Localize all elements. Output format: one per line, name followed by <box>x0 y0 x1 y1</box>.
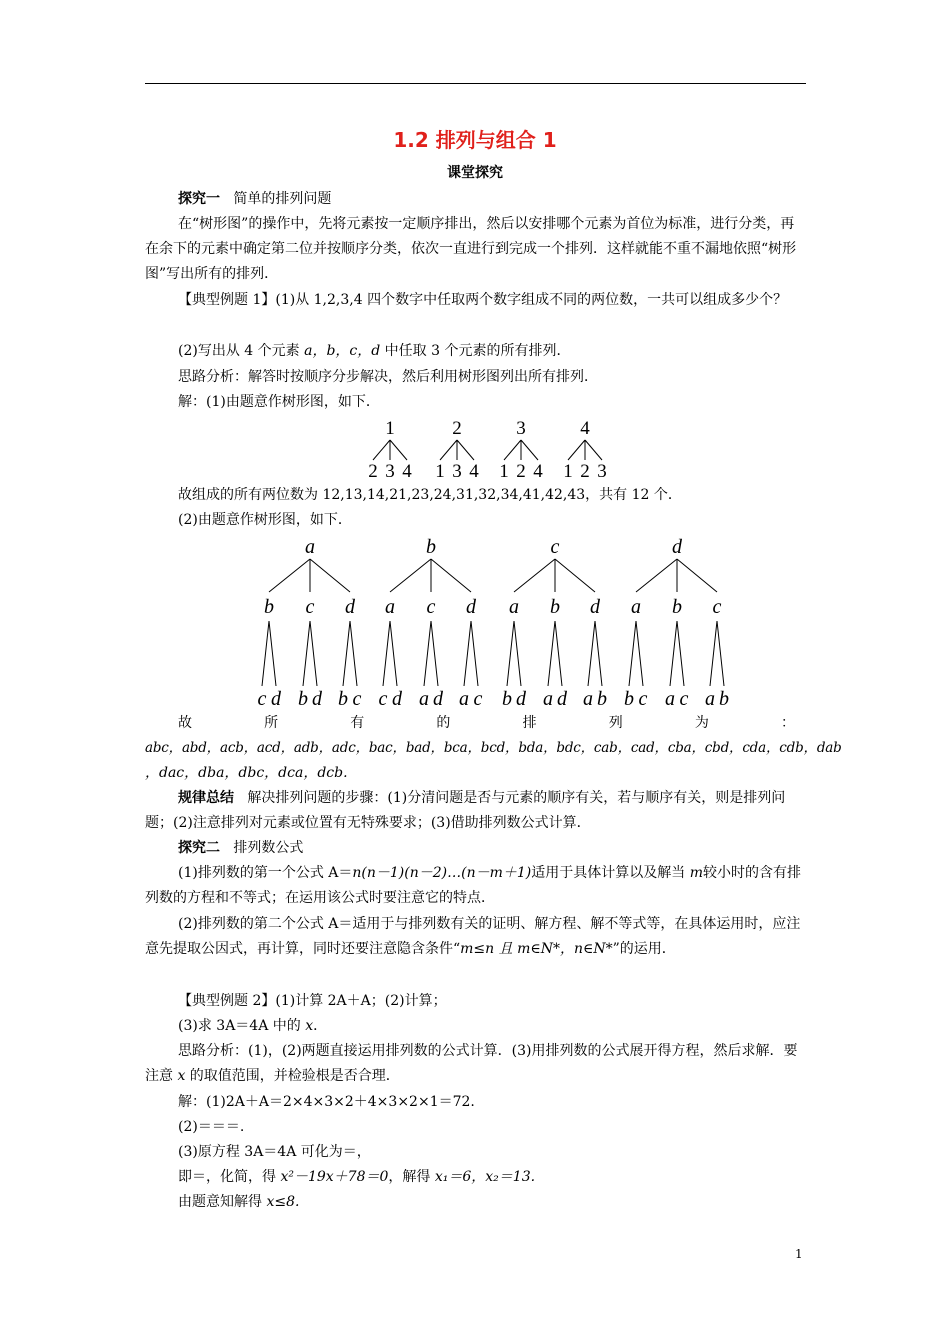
tree2-leaf-branch <box>431 621 438 686</box>
tree1-root-node: 1 <box>385 418 395 439</box>
result2-char: 的 <box>436 715 451 731</box>
tree2-leaf-branch <box>303 621 310 686</box>
tree1-leaf-node: 3 <box>385 461 395 482</box>
example1-q2-elements: a，b，c，d <box>304 343 381 359</box>
tree1-leaf-node: 4 <box>469 461 479 482</box>
tree1-leaf-node: 2 <box>516 461 526 482</box>
tree1-branch <box>373 440 390 460</box>
section1-topic: 简单的排列问题 <box>233 191 332 207</box>
tree2-leaf-node: b <box>719 688 729 710</box>
example2-analysis <box>145 1039 808 1089</box>
tree-diagram-letters <box>0 530 950 710</box>
tree2-leaf-node: b <box>502 688 512 710</box>
tree2-mid-node: d <box>590 596 600 618</box>
tree2-leaf-node: b <box>624 688 634 710</box>
example2-question3 <box>145 1014 808 1039</box>
tree2-leaf-branch <box>390 621 397 686</box>
page-number: 1 <box>795 1247 803 1261</box>
result2-char: 排 <box>522 715 537 731</box>
result2-char: 为 <box>694 715 709 731</box>
example2-analysis-post: 的取值范围，并检验根是否合理． <box>185 1068 400 1084</box>
tree1-leaf-node: 1 <box>563 461 573 482</box>
tree2-leaf-node: d <box>557 688 567 710</box>
tree2-leaf-node: d <box>433 688 443 710</box>
tree2-leaf-branch <box>262 621 269 686</box>
tree2-branch <box>431 559 471 592</box>
section2-label: 探究二 <box>178 840 220 856</box>
example1-question2 <box>145 339 808 364</box>
page-subtitle: 课堂探究 <box>447 165 503 181</box>
tree2-leaf-node: d <box>271 688 281 710</box>
tree2-leaf-node: b <box>298 688 308 710</box>
rule-summary-text: 解决排列问题的步骤：(1)分清问题是否与元素的顺序有关，若与顺序有关，则是排列问题；(2)注意排列对元素或位置有无特殊要求；(3)借助排列数公式计算． <box>145 790 786 831</box>
formula2-pre: (2)排列数的第二个公式 A＝适用于与排列数有关的证明、解方程、解不等式等，在具体运用时，应注意先提取公因式，再计算，同时还要注意隐含条件“ <box>145 916 801 957</box>
header-rule <box>145 83 806 84</box>
tree2-leaf-node: a <box>665 688 675 710</box>
tree1-branch <box>585 440 602 460</box>
tree-diagram-digits <box>0 415 950 485</box>
tree2-leaf-branch <box>555 621 562 686</box>
tree2-leaf-node: d <box>312 688 322 710</box>
result2-char: 故 <box>178 715 192 731</box>
tree1-branch <box>390 440 407 460</box>
sol5-inequality: x≤8. <box>266 1194 300 1210</box>
tree2-mid-node: b <box>672 596 682 618</box>
tree2-leaf-branch <box>710 621 717 686</box>
tree1-branch <box>568 440 585 460</box>
tree2-leaf-node: a <box>583 688 593 710</box>
sol5-pre: 由题意知解得 <box>178 1194 267 1210</box>
tree2-branch <box>636 559 677 592</box>
tree1-root-node: 4 <box>580 418 590 439</box>
example2-solution5 <box>145 1190 808 1215</box>
tree1-branch <box>457 440 474 460</box>
tree2-branch <box>514 559 555 592</box>
tree1-leaf-node: 3 <box>597 461 607 482</box>
tree2-mid-node: a <box>385 596 395 618</box>
tree1-leaf-node: 4 <box>402 461 412 482</box>
tree2-leaf-branch <box>514 621 521 686</box>
tree1-root-node: 3 <box>516 418 526 439</box>
sol4-mid: ，解得 <box>388 1169 435 1185</box>
section2-heading <box>145 836 808 861</box>
tree2-mid-node: d <box>466 596 476 618</box>
example2-q3-post: ． <box>313 1018 328 1034</box>
tree2-branch <box>310 559 350 592</box>
tree2-leaf-node: a <box>705 688 715 710</box>
tree2-mid-node: a <box>509 596 519 618</box>
example2-solution1: 解：(1)2A＋A＝2×4×3×2＋4×3×2×1＝72. <box>178 1094 475 1110</box>
tree2-mid-node: a <box>631 596 641 618</box>
tree2-leaf-branch <box>636 621 643 686</box>
tree2-leaf-branch <box>350 621 357 686</box>
tree2-root-node: c <box>550 536 560 558</box>
rule-summary-label: 规律总结 <box>178 790 234 806</box>
tree2-leaf-node: d <box>392 688 402 710</box>
tree2-branch <box>677 559 717 592</box>
tree1-leaf-node: 4 <box>533 461 543 482</box>
tree2-leaf-node: d <box>516 688 526 710</box>
tree2-branch <box>269 559 310 592</box>
example2-analysis-var: x <box>177 1068 186 1084</box>
tree2-branch <box>555 559 595 592</box>
result2-permutations-line1: abc，abd，acb，acd，adb，adc，bac，bad，bca，bcd，bda，bdc，cab，cad，cba，cbd，cda，cdb，dab <box>145 740 842 756</box>
result2-char: ： <box>780 715 795 731</box>
sol4-roots: x₁＝6，x₂＝13. <box>434 1169 536 1185</box>
formula1-pre: (1)排列数的第一个公式 A＝ <box>178 865 353 881</box>
tree2-leaf-branch <box>595 621 602 686</box>
tree2-leaf-node: a <box>459 688 469 710</box>
tree2-leaf-node: c <box>378 688 388 710</box>
tree2-leaf-branch <box>677 621 684 686</box>
tree2-leaf-node: b <box>597 688 607 710</box>
example2-q3-var: x <box>305 1018 314 1034</box>
tree2-leaf-branch <box>383 621 390 686</box>
tree2-leaf-branch <box>343 621 350 686</box>
sol4-pre: 即＝，化简，得 <box>178 1169 281 1185</box>
tree2-leaf-branch <box>269 621 276 686</box>
tree1-leaf-node: 1 <box>435 461 445 482</box>
formula1-post: 较小时的含有排列数的方程和不等式；在运用该公式时要注意它的特点． <box>145 865 801 906</box>
sol4-equation: x²－19x＋78＝0 <box>280 1169 389 1185</box>
example1-solution1: 解：(1)由题意作树形图，如下． <box>178 394 380 410</box>
tree2-leaf-branch <box>507 621 514 686</box>
result2-char: 有 <box>350 715 365 731</box>
tree1-branch <box>440 440 457 460</box>
example1-question1: 【典型例题 1】(1)从 1,2,3,4 四个数字中任取两个数字组成不同的两位数，一共可以组成多少个？ <box>178 292 788 308</box>
result2-char: 列 <box>608 715 623 731</box>
tree1-leaf-node: 3 <box>452 461 462 482</box>
tree1-leaf-node: 1 <box>499 461 509 482</box>
tree2-leaf-node: c <box>473 688 483 710</box>
example2-solution4 <box>145 1165 808 1190</box>
example1-result1: 故组成的所有两位数为 12,13,14,21,23,24,31,32,34,41,42,43，共有 12 个． <box>178 487 682 503</box>
tree2-mid-node: b <box>264 596 274 618</box>
page-title: 1.2 排列与组合 1 <box>393 128 557 152</box>
example2-solution2: (2)＝＝＝. <box>178 1119 245 1135</box>
section1-intro: 在“树形图”的操作中，先将元素按一定顺序排出，然后以安排哪个元素为首位为标准，进行分类，再在余下的元素中确定第二位并按顺序分类，依次一直进行到完成一个排列．这样就能不重不漏地依照“树形图”写出所有的排列． <box>145 216 797 282</box>
section2-formula1 <box>145 861 808 911</box>
tree2-leaf-branch <box>464 621 471 686</box>
result2-permutations-line2: ，dac，dba，dbc，dca，dcb. <box>145 765 348 781</box>
formula2-condition: m≤n 且 m∈N*，n∈N* <box>460 941 613 957</box>
tree2-leaf-branch <box>629 621 636 686</box>
section1-heading <box>145 187 808 212</box>
example1-solution2: (2)由题意作树形图，如下． <box>178 512 352 528</box>
tree2-mid-node: c <box>305 596 315 618</box>
tree2-leaf-branch <box>471 621 478 686</box>
tree2-leaf-branch <box>717 621 724 686</box>
formula2-post: ”的运用． <box>612 941 676 957</box>
tree2-branch <box>390 559 431 592</box>
formula1-mid: 适用于具体计算以及解当 <box>531 865 690 881</box>
tree2-root-node: b <box>426 536 436 558</box>
formula1-var-m: m <box>689 865 703 881</box>
tree2-leaf-node: a <box>543 688 553 710</box>
tree2-leaf-node: b <box>338 688 348 710</box>
example1-q2-pre: (2)写出从 4 个元素 <box>178 343 305 359</box>
tree2-leaf-branch <box>588 621 595 686</box>
tree2-mid-node: b <box>550 596 560 618</box>
section2-topic: 排列数公式 <box>233 840 304 856</box>
tree2-mid-node: c <box>426 596 436 618</box>
tree2-mid-node: c <box>712 596 722 618</box>
tree2-root-node: a <box>305 536 315 558</box>
tree2-leaf-node: c <box>257 688 267 710</box>
tree2-leaf-branch <box>670 621 677 686</box>
result2-spread-line <box>178 712 795 732</box>
tree2-root-node: d <box>672 536 682 558</box>
tree2-leaf-branch <box>424 621 431 686</box>
formula1-expression: n(n－1)(n－2)…(n－m＋1) <box>352 865 532 881</box>
tree2-leaf-node: a <box>419 688 429 710</box>
example2-q3-pre: (3)求 3A＝4A 中的 <box>178 1018 306 1034</box>
example2-solution3: (3)原方程 3A＝4A 可化为＝， <box>178 1144 371 1160</box>
tree1-root-node: 2 <box>452 418 462 439</box>
section1-label: 探究一 <box>178 191 220 207</box>
tree1-branch <box>521 440 538 460</box>
tree2-leaf-node: c <box>352 688 362 710</box>
example2-question1: 【典型例题 2】(1)计算 2A＋A；(2)计算； <box>178 993 447 1009</box>
tree2-leaf-branch <box>548 621 555 686</box>
example2-analysis-pre: 思路分析：(1)，(2)两题直接运用排列数的公式计算．(3)用排列数的公式展开得方程，然后求解．要注意 <box>145 1043 798 1084</box>
tree2-leaf-node: c <box>638 688 648 710</box>
example1-analysis: 思路分析：解答时按顺序分步解决，然后利用树形图列出所有排列． <box>178 369 598 385</box>
tree1-branch <box>504 440 521 460</box>
rule-summary <box>145 786 808 836</box>
result2-char: 所 <box>264 715 279 731</box>
tree1-leaf-node: 2 <box>368 461 378 482</box>
tree2-leaf-node: c <box>679 688 689 710</box>
example1-q2-post: 中任取 3 个元素的所有排列． <box>380 343 571 359</box>
tree2-leaf-branch <box>310 621 317 686</box>
tree1-leaf-node: 2 <box>580 461 590 482</box>
tree2-mid-node: d <box>345 596 355 618</box>
section2-formula2 <box>145 912 808 962</box>
